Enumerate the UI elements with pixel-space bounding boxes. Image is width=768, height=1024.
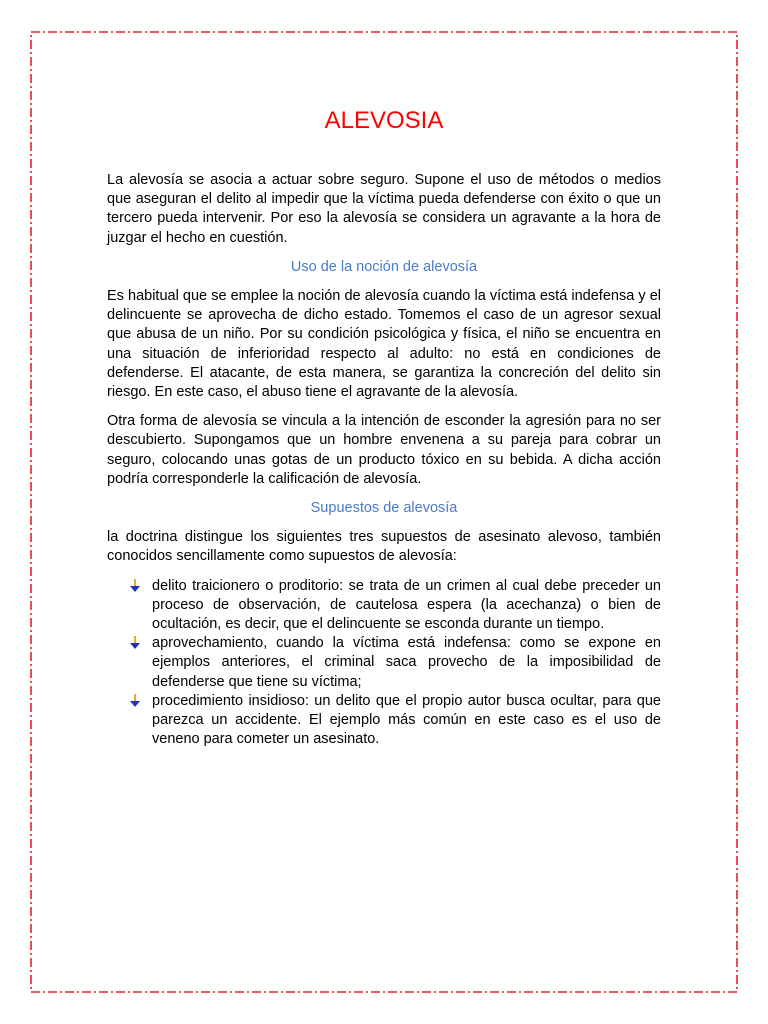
document-body [107, 106, 661, 749]
list-item [152, 577, 661, 635]
down-arrow-bullet-icon [129, 636, 141, 650]
list-item [152, 692, 661, 750]
down-arrow-bullet-icon [129, 579, 141, 593]
list-item-text: aprovechamiento, cuando la víctima está indefensa: como se expone en ejemplos anteriores, el criminal saca provecho de la imposibilidad de defenderse que tiene su víctima; [152, 635, 661, 690]
section-heading-uso: Uso de la noción de alevosía [290, 258, 478, 275]
section2-intro-paragraph: la doctrina distingue los siguientes tres supuestos de asesinato alevoso, también conocidos sencillamente como supuestos de alevosía: [107, 529, 661, 565]
down-arrow-bullet-icon [129, 694, 141, 708]
list-item-text: delito traicionero o proditorio: se trata de un crimen al cual debe preceder un proceso de observación, de cautelosa espera (la acechanza) o bien de ocultación, es decir, que el delincuente se esconda durante un tiempo. [152, 577, 661, 633]
document-title: ALEVOSIA [324, 107, 444, 134]
supuestos-list [107, 577, 661, 750]
section1-paragraph-1: Es habitual que se emplee la noción de alevosía cuando la víctima está indefensa y el delincuente se aprovecha de dicho estado. Tomemos el caso de un agresor sexual que abusa de un niño. Por su condición psicológica y física, el niño se encuentra en una situación de inferioridad respecto al adulto: no está en condiciones de defenderse. El atacante, de esta manera, se garantiza la concreción del delito sin riesgo. En este caso, el abuso tiene el agravante de la alevosía. [107, 288, 661, 401]
section-heading-supuestos: Supuestos de alevosía [310, 500, 458, 517]
section1-paragraph-2: Otra forma de alevosía se vincula a la intención de esconder la agresión para no ser descubierto. Supongamos que un hombre envenena a su pareja para cobrar un seguro, colocando unas gotas de un producto tóxico en su bebida. A dicha acción podría corresponderle la calificación de alevosía. [107, 413, 661, 487]
list-item-text: procedimiento insidioso: un delito que el propio autor busca ocultar, para que parezca un accidente. El ejemplo más común en este caso es el uso de veneno para cometer un asesinato. [152, 692, 661, 748]
list-item [152, 634, 661, 692]
intro-paragraph: La alevosía se asocia a actuar sobre seguro. Supone el uso de métodos o medios que aseguran el delito al impedir que la víctima pueda defenderse con éxito o que un tercero pueda intervenir. Por eso la alevosía se considera un agravante a la hora de juzgar el hecho en cuestión. [107, 172, 661, 246]
